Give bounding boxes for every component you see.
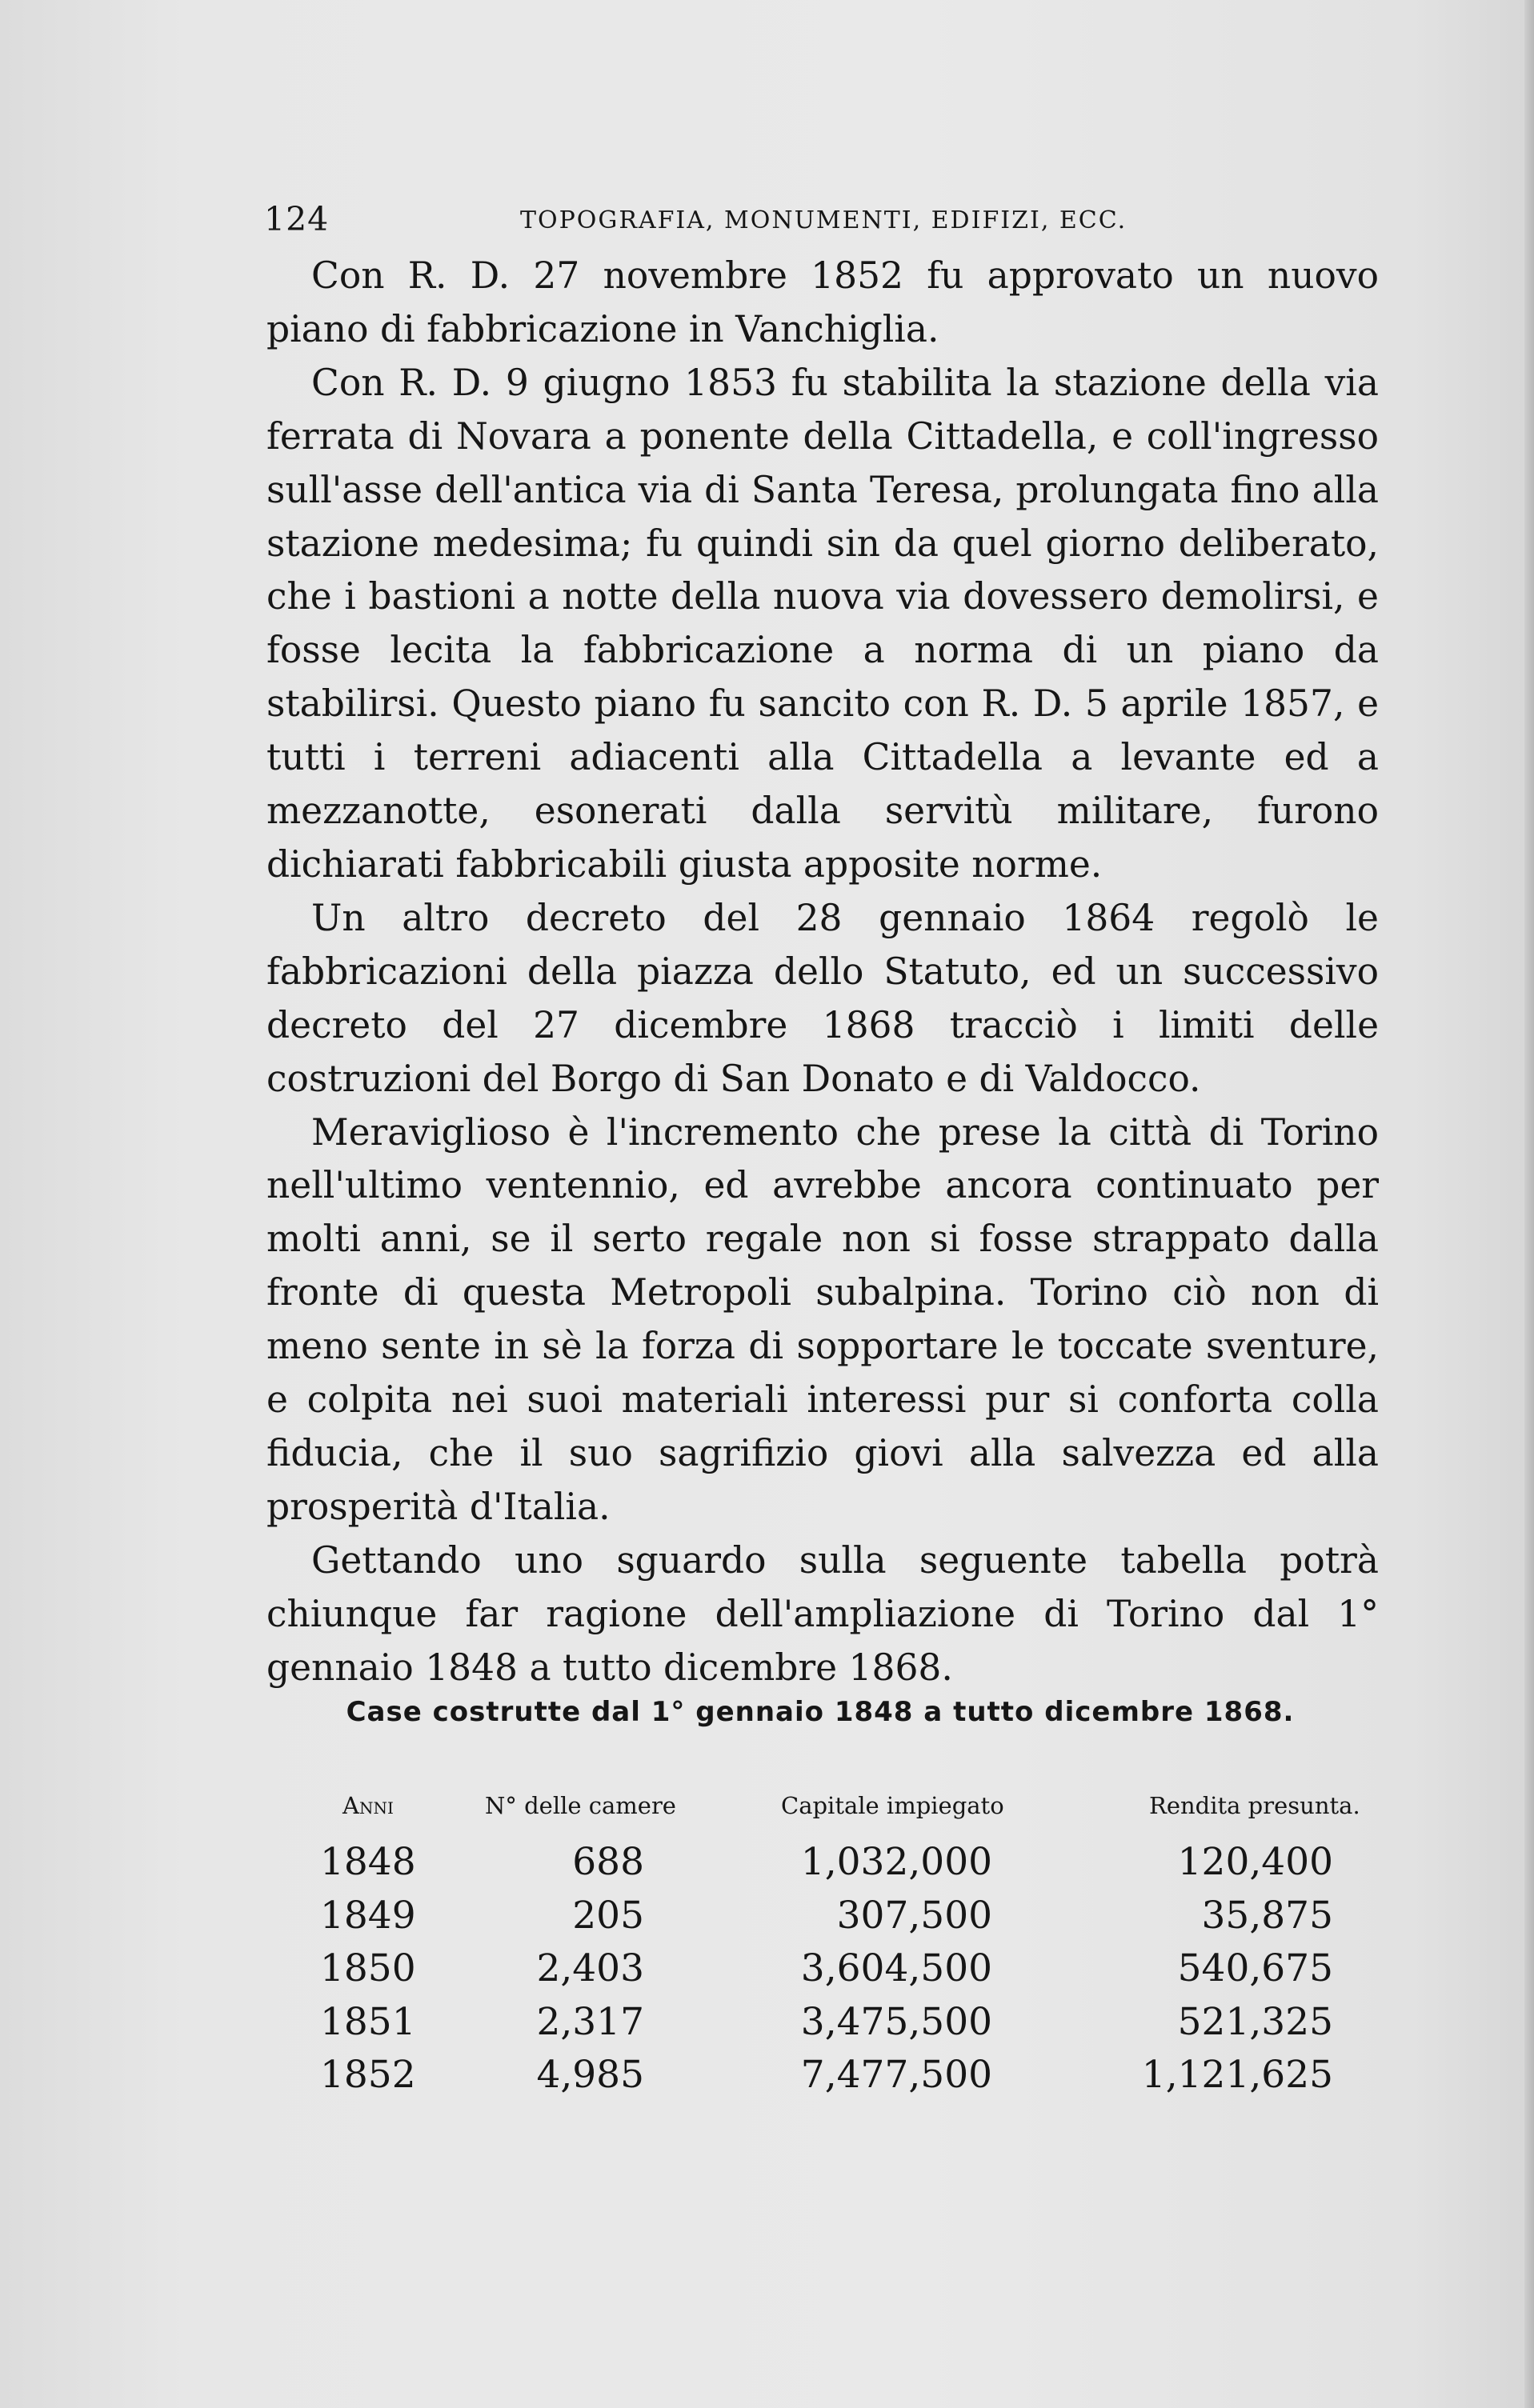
header-years: Anni xyxy=(342,1792,394,1819)
header-rooms: N° delle camere xyxy=(485,1792,676,1819)
paragraph-novara-station: Con R. D. 9 giugno 1853 fu stabilita la stazione della via ferrata di Novara a ponente della Cittadella, e coll'ingresso sull'asse dell'antica via di Santa Teresa, prolungata fino alla stazione medesima; fu quindi sin da quel giorno deliberato, che i bastioni a notte della nuova via dovessero demolirsi, e fosse lecita la fabbricazione a norma di un piano da stabilirsi. Questo piano fu sancito con R. D. 5 aprile 1857, e tutti i terreni adiacenti alla Cittadella a levante ed a mezzanotte, esonerati dalla servitù militare, furono dichiarati fabbricabili giusta apposite norme. xyxy=(266,361,1379,886)
paragraph-table-intro: Gettando uno sguardo sulla seguente tabella potrà chiunque far ragione dell'ampliazione di Torino dal 1° gennaio 1848 a tutto dicembre 1868. xyxy=(266,1538,1379,1689)
table-row xyxy=(296,1840,1384,1894)
header-capital: Capitale impiegato xyxy=(781,1792,1004,1819)
cell-rooms: 4,985 xyxy=(536,2053,644,2097)
table-row xyxy=(296,2000,1384,2054)
cell-capital: 307,500 xyxy=(836,1893,992,1938)
cell-capital: 7,477,500 xyxy=(800,2053,992,2097)
cell-year: 1852 xyxy=(320,2053,416,2097)
cell-rent: 120,400 xyxy=(1177,1840,1333,1884)
paragraph-torino-growth: Meraviglioso è l'incremento che prese la città di Torino nell'ultimo ventennio, ed avrebbe ancora continuato per molti anni, se il serto regale non si fosse strappato dalla fronte di questa Metropoli subalpina. Torino ciò non di meno sente in sè la forza di sopportare le toccate sventure, e colpita nei suoi materiali interessi pur si conforta colla fiducia, che il suo sagrifizio giovi alla salvezza ed alla prosperità d'Italia. xyxy=(266,1110,1379,1528)
page-edge-shadow xyxy=(1524,0,1534,2408)
page-number: 124 xyxy=(264,200,330,238)
cell-year: 1851 xyxy=(320,1999,416,2044)
cell-rooms: 205 xyxy=(572,1893,644,1938)
table-row xyxy=(296,2053,1384,2106)
cell-rent: 1,121,625 xyxy=(1141,2053,1333,2097)
cell-rooms: 2,317 xyxy=(536,1999,644,2044)
table-row xyxy=(296,1894,1384,1947)
cell-rent: 521,325 xyxy=(1177,1999,1333,2044)
cell-capital: 3,604,500 xyxy=(800,1946,992,1990)
table-row xyxy=(296,1946,1384,2000)
table-caption: Case costrutte dal 1° gennaio 1848 a tutto dicembre 1868. xyxy=(346,1696,1295,1728)
cell-capital: 1,032,000 xyxy=(800,1840,992,1884)
table-body xyxy=(296,1840,1384,2106)
paragraph-statuto: Un altro decreto del 28 gennaio 1864 regolò le fabbricazioni della piazza dello Statuto, ed un successivo decreto del 27 dicembre 1868 tracciò i limiti delle costruzioni del Borgo di San Donato e di Valdocco. xyxy=(266,896,1379,1100)
header-rent: Rendita presunta. xyxy=(1149,1792,1360,1819)
cell-year: 1850 xyxy=(320,1946,416,1990)
cell-rent: 35,875 xyxy=(1201,1893,1333,1938)
cell-rooms: 2,403 xyxy=(536,1946,644,1990)
cell-year: 1849 xyxy=(320,1893,416,1938)
running-head xyxy=(264,200,1376,248)
paragraph-vanchiglia: Con R. D. 27 novembre 1852 fu approvato un nuovo piano di fabbricazione in Vanchiglia. xyxy=(266,254,1379,350)
cell-year: 1848 xyxy=(320,1840,416,1884)
cell-capital: 3,475,500 xyxy=(800,1999,992,2044)
cell-rent: 540,675 xyxy=(1177,1946,1333,1990)
body-text xyxy=(266,250,1379,1694)
running-title: TOPOGRAFIA, MONUMENTI, EDIFIZI, ECC. xyxy=(520,206,1127,234)
cell-rooms: 688 xyxy=(572,1840,644,1884)
